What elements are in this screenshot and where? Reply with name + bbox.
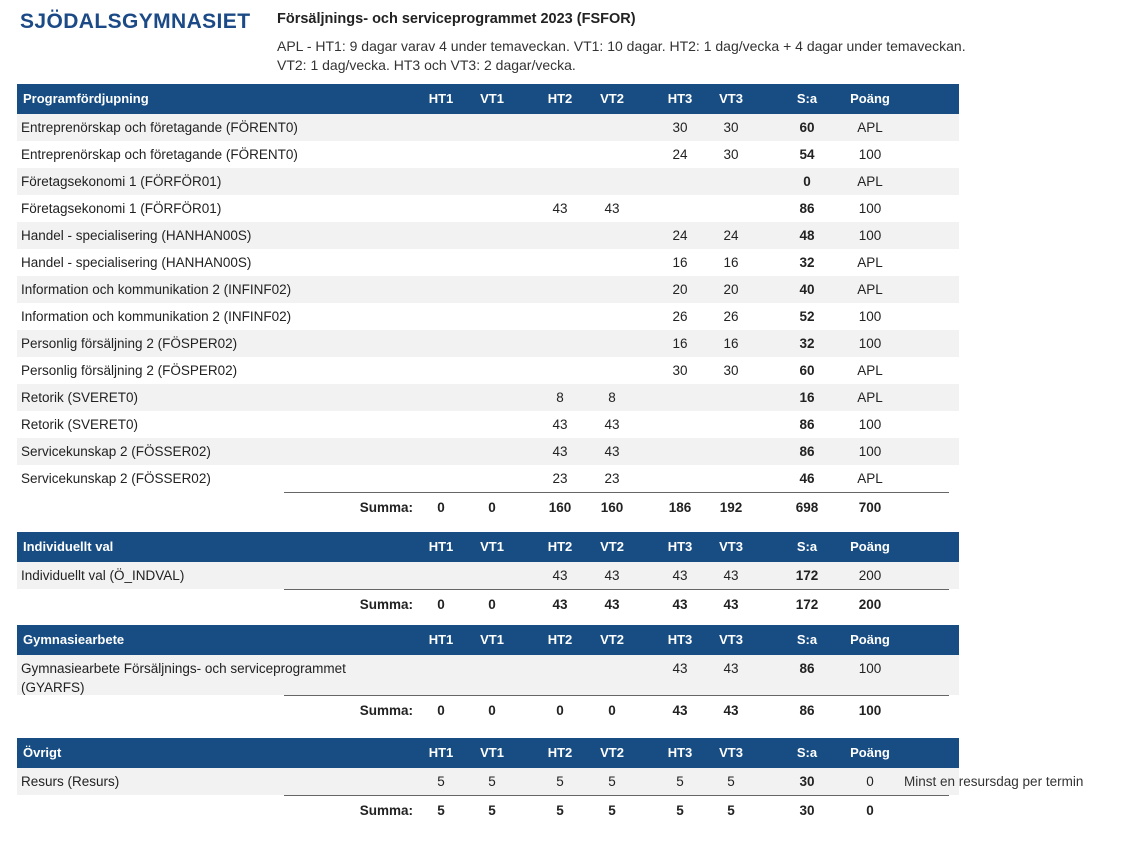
course-name: Retorik (SVERET0) bbox=[21, 417, 139, 432]
course-row bbox=[17, 384, 959, 411]
sum-label: Summa: bbox=[359, 597, 413, 612]
course-name: Gymnasiearbete Försäljnings- och serviceprogrammet (GYARFS) bbox=[21, 661, 346, 695]
course-name: Handel - specialisering (HANHAN00S) bbox=[21, 255, 252, 270]
apl-note: APL - HT1: 9 dagar varav 4 under temaveckan. VT1: 10 dagar. HT2: 1 dag/vecka + 4 dagar under temaveckan. VT2: 1 dag/vecka. HT3 och VT3: 2 dagar/vecka. bbox=[277, 38, 966, 73]
col-header-points: Poäng bbox=[850, 539, 890, 554]
cell-ht3: 24 bbox=[672, 228, 688, 243]
cell-vt3: 16 bbox=[723, 255, 739, 270]
cell-vt2: 43 bbox=[604, 417, 620, 432]
sum-ht1: 0 bbox=[437, 597, 445, 612]
section-title: Programfördjupning bbox=[23, 91, 149, 106]
cell-sa: 0 bbox=[803, 174, 811, 189]
col-header-ht1: HT1 bbox=[428, 745, 454, 760]
cell-po: APL bbox=[857, 120, 883, 135]
course-row bbox=[17, 655, 959, 695]
school-name: SJÖDALSGYMNASIET bbox=[20, 10, 251, 33]
col-header-ht2: HT2 bbox=[547, 632, 573, 647]
cell-vt3: 20 bbox=[723, 282, 739, 297]
col-header-ht1: HT1 bbox=[428, 632, 454, 647]
course-row bbox=[17, 114, 959, 141]
cell-ht2: 43 bbox=[552, 568, 568, 583]
course-row bbox=[17, 222, 959, 249]
cell-vt2: 8 bbox=[608, 390, 616, 405]
cell-vt3: 30 bbox=[723, 363, 739, 378]
sum-ht2: 160 bbox=[548, 500, 572, 515]
cell-sa: 86 bbox=[799, 417, 815, 432]
col-header-ht3: HT3 bbox=[667, 632, 693, 647]
cell-po: APL bbox=[857, 363, 883, 378]
course-name: Företagsekonomi 1 (FÖRFÖR01) bbox=[21, 174, 222, 189]
sum-total: 698 bbox=[795, 500, 819, 515]
sum-vt2: 5 bbox=[608, 803, 616, 818]
course-name: Information och kommunikation 2 (INFINF02) bbox=[21, 309, 292, 324]
course-row bbox=[17, 562, 959, 589]
course-row bbox=[17, 465, 959, 492]
cell-ht2: 43 bbox=[552, 417, 568, 432]
cell-po: APL bbox=[857, 282, 883, 297]
cell-po: APL bbox=[857, 174, 883, 189]
cell-vt3: 43 bbox=[723, 661, 739, 676]
col-header-vt3: VT3 bbox=[719, 539, 743, 554]
col-header-ht1: HT1 bbox=[428, 91, 454, 106]
cell-ht3: 30 bbox=[672, 363, 688, 378]
col-header-sum: S:a bbox=[796, 632, 818, 647]
sum-row bbox=[17, 590, 959, 619]
cell-po: APL bbox=[857, 255, 883, 270]
course-name: Entreprenörskap och företagande (FÖRENT0) bbox=[21, 147, 298, 162]
cell-ht2: 5 bbox=[556, 774, 564, 789]
cell-vt3: 30 bbox=[723, 120, 739, 135]
cell-vt3: 5 bbox=[727, 774, 735, 789]
col-header-vt2: VT2 bbox=[600, 632, 624, 647]
sum-vt1: 0 bbox=[488, 703, 496, 718]
sum-points: 0 bbox=[866, 803, 874, 818]
cell-vt3: 24 bbox=[723, 228, 739, 243]
cell-ht3: 5 bbox=[676, 774, 684, 789]
col-header-vt1: VT1 bbox=[480, 745, 504, 760]
section-ovrigt bbox=[17, 738, 1084, 825]
cell-ht1: 5 bbox=[437, 774, 445, 789]
col-header-points: Poäng bbox=[850, 745, 890, 760]
col-header-vt2: VT2 bbox=[600, 539, 624, 554]
col-header-vt3: VT3 bbox=[719, 632, 743, 647]
sum-total: 30 bbox=[799, 803, 815, 818]
course-name: Servicekunskap 2 (FÖSSER02) bbox=[21, 471, 211, 486]
sum-ht3: 5 bbox=[676, 803, 684, 818]
course-name: Individuellt val (Ö_INDVAL) bbox=[21, 568, 185, 583]
course-name: Information och kommunikation 2 (INFINF02) bbox=[21, 282, 292, 297]
row-note: Minst en resursdag per termin bbox=[904, 774, 1084, 789]
cell-ht2: 43 bbox=[552, 444, 568, 459]
sum-vt1: 0 bbox=[488, 500, 496, 515]
sum-ht3: 43 bbox=[672, 703, 688, 718]
course-row bbox=[17, 768, 1084, 795]
cell-sa: 30 bbox=[799, 774, 815, 789]
cell-ht3: 20 bbox=[672, 282, 688, 297]
section-title: Gymnasiearbete bbox=[23, 632, 125, 647]
course-row bbox=[17, 249, 959, 276]
cell-sa: 60 bbox=[799, 120, 815, 135]
sum-ht2: 0 bbox=[556, 703, 564, 718]
cell-po: APL bbox=[857, 471, 883, 486]
sum-vt2: 0 bbox=[608, 703, 616, 718]
cell-vt2: 23 bbox=[604, 471, 620, 486]
cell-ht3: 43 bbox=[672, 568, 688, 583]
cell-vt1: 5 bbox=[488, 774, 496, 789]
col-header-ht2: HT2 bbox=[547, 745, 573, 760]
course-row bbox=[17, 276, 959, 303]
course-name: Företagsekonomi 1 (FÖRFÖR01) bbox=[21, 201, 222, 216]
col-header-sum: S:a bbox=[796, 745, 818, 760]
col-header-sum: S:a bbox=[796, 539, 818, 554]
program-title: Försäljnings- och serviceprogrammet 2023 (FSFOR) bbox=[277, 11, 636, 27]
cell-sa: 40 bbox=[799, 282, 815, 297]
course-name: Personlig försäljning 2 (FÖSPER02) bbox=[21, 336, 238, 351]
col-header-vt2: VT2 bbox=[600, 91, 624, 106]
sum-total: 172 bbox=[795, 597, 819, 612]
col-header-vt1: VT1 bbox=[480, 632, 504, 647]
section-title: Individuellt val bbox=[23, 539, 114, 554]
section-header-bar bbox=[17, 625, 959, 655]
sum-row bbox=[17, 696, 959, 725]
sum-row bbox=[17, 796, 959, 825]
section-title: Övrigt bbox=[23, 745, 62, 760]
cell-vt2: 43 bbox=[604, 568, 620, 583]
sum-total: 86 bbox=[799, 703, 815, 718]
col-header-vt2: VT2 bbox=[600, 745, 624, 760]
course-row bbox=[17, 357, 959, 384]
cell-vt3: 16 bbox=[723, 336, 739, 351]
cell-ht2: 8 bbox=[556, 390, 564, 405]
cell-sa: 48 bbox=[799, 228, 815, 243]
sum-vt1: 5 bbox=[488, 803, 496, 818]
cell-sa: 86 bbox=[799, 201, 815, 216]
sum-ht1: 0 bbox=[437, 703, 445, 718]
course-row bbox=[17, 330, 959, 357]
course-rows bbox=[17, 562, 959, 589]
sum-vt1: 0 bbox=[488, 597, 496, 612]
sum-label: Summa: bbox=[359, 703, 413, 718]
sum-label: Summa: bbox=[359, 803, 413, 818]
cell-sa: 46 bbox=[799, 471, 815, 486]
course-name: Servicekunskap 2 (FÖSSER02) bbox=[21, 444, 211, 459]
col-header-ht1: HT1 bbox=[428, 539, 454, 554]
course-name: Entreprenörskap och företagande (FÖRENT0) bbox=[21, 120, 298, 135]
course-rows bbox=[17, 768, 1084, 795]
cell-po: 0 bbox=[866, 774, 874, 789]
sum-points: 100 bbox=[858, 703, 882, 718]
section-gymnasiearbete bbox=[17, 625, 959, 725]
cell-sa: 52 bbox=[799, 309, 815, 324]
course-row bbox=[17, 141, 959, 168]
sum-points: 200 bbox=[858, 597, 882, 612]
col-header-ht3: HT3 bbox=[667, 539, 693, 554]
sum-ht3: 43 bbox=[672, 597, 688, 612]
course-row bbox=[17, 438, 959, 465]
cell-po: 100 bbox=[858, 201, 882, 216]
cell-vt2: 43 bbox=[604, 201, 620, 216]
sum-ht3: 186 bbox=[668, 500, 692, 515]
col-header-vt1: VT1 bbox=[480, 539, 504, 554]
col-header-ht3: HT3 bbox=[667, 91, 693, 106]
course-row bbox=[17, 168, 959, 195]
course-rows bbox=[17, 655, 959, 695]
cell-sa: 86 bbox=[799, 444, 815, 459]
cell-po: 100 bbox=[858, 228, 882, 243]
document-header bbox=[20, 8, 1120, 80]
sum-points: 700 bbox=[858, 500, 882, 515]
sum-row bbox=[17, 493, 959, 522]
course-row bbox=[17, 303, 959, 330]
cell-sa: 32 bbox=[799, 336, 815, 351]
col-header-vt1: VT1 bbox=[480, 91, 504, 106]
cell-po: APL bbox=[857, 390, 883, 405]
sum-vt2: 160 bbox=[600, 500, 624, 515]
cell-ht3: 24 bbox=[672, 147, 688, 162]
section-header-bar bbox=[17, 738, 959, 768]
sum-ht1: 0 bbox=[437, 500, 445, 515]
sum-vt2: 43 bbox=[604, 597, 620, 612]
cell-sa: 172 bbox=[795, 568, 819, 583]
cell-po: 100 bbox=[858, 417, 882, 432]
sum-label: Summa: bbox=[359, 500, 413, 515]
section-header-bar bbox=[17, 84, 959, 114]
col-header-vt3: VT3 bbox=[719, 91, 743, 106]
cell-ht3: 43 bbox=[672, 661, 688, 676]
section-header-bar bbox=[17, 532, 959, 562]
section-individuellt-val bbox=[17, 532, 959, 619]
course-rows bbox=[17, 114, 959, 492]
cell-po: 100 bbox=[858, 661, 882, 676]
sum-ht2: 5 bbox=[556, 803, 564, 818]
col-header-ht2: HT2 bbox=[547, 91, 573, 106]
cell-po: 200 bbox=[858, 568, 882, 583]
section-programfordjupning bbox=[17, 84, 959, 522]
cell-sa: 16 bbox=[799, 390, 815, 405]
col-header-points: Poäng bbox=[850, 632, 890, 647]
course-name: Handel - specialisering (HANHAN00S) bbox=[21, 228, 252, 243]
col-header-points: Poäng bbox=[850, 91, 890, 106]
cell-vt3: 43 bbox=[723, 568, 739, 583]
cell-po: 100 bbox=[858, 336, 882, 351]
cell-po: 100 bbox=[858, 444, 882, 459]
cell-ht3: 16 bbox=[672, 255, 688, 270]
sum-vt3: 43 bbox=[723, 597, 739, 612]
course-name: Personlig försäljning 2 (FÖSPER02) bbox=[21, 363, 238, 378]
cell-sa: 86 bbox=[799, 661, 815, 676]
cell-sa: 60 bbox=[799, 363, 815, 378]
course-name: Retorik (SVERET0) bbox=[21, 390, 139, 405]
sum-ht1: 5 bbox=[437, 803, 445, 818]
sum-vt3: 5 bbox=[727, 803, 735, 818]
cell-vt3: 26 bbox=[723, 309, 739, 324]
col-header-sum: S:a bbox=[796, 91, 818, 106]
cell-ht2: 43 bbox=[552, 201, 568, 216]
col-header-ht3: HT3 bbox=[667, 745, 693, 760]
course-row bbox=[17, 195, 959, 222]
sum-ht2: 43 bbox=[552, 597, 568, 612]
cell-po: 100 bbox=[858, 147, 882, 162]
cell-sa: 32 bbox=[799, 255, 815, 270]
course-row bbox=[17, 411, 959, 438]
sum-vt3: 43 bbox=[723, 703, 739, 718]
col-header-vt3: VT3 bbox=[719, 745, 743, 760]
cell-vt2: 5 bbox=[608, 774, 616, 789]
sum-vt3: 192 bbox=[719, 500, 743, 515]
cell-vt2: 43 bbox=[604, 444, 620, 459]
cell-ht3: 26 bbox=[672, 309, 688, 324]
cell-vt3: 30 bbox=[723, 147, 739, 162]
cell-ht2: 23 bbox=[552, 471, 568, 486]
course-name: Resurs (Resurs) bbox=[21, 774, 120, 789]
cell-po: 100 bbox=[858, 309, 882, 324]
cell-sa: 54 bbox=[799, 147, 815, 162]
cell-ht3: 16 bbox=[672, 336, 688, 351]
cell-ht3: 30 bbox=[672, 120, 688, 135]
col-header-ht2: HT2 bbox=[547, 539, 573, 554]
